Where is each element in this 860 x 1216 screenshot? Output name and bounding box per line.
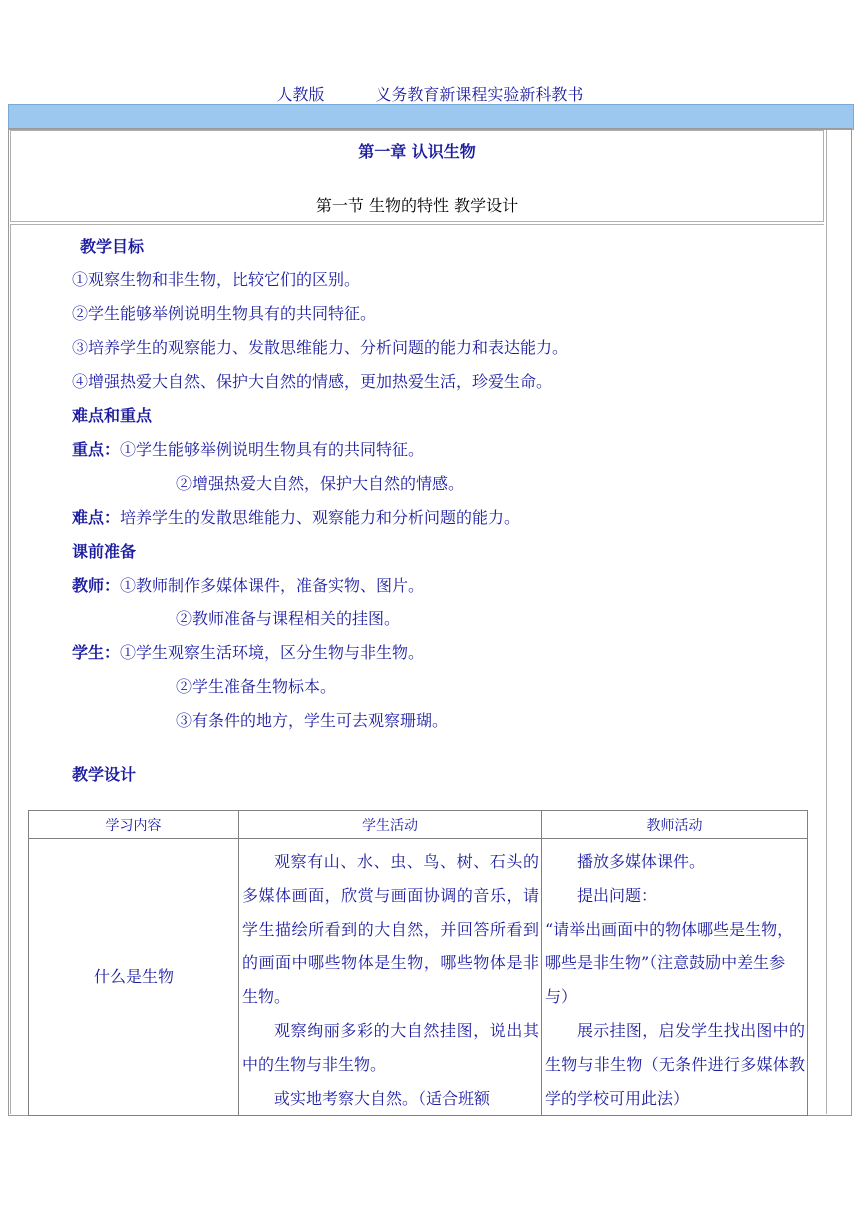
student-item: ②学生准备生物标本。 — [176, 677, 337, 696]
prep-heading: 课前准备 — [72, 542, 137, 561]
student-activity-paragraph: 或实地考察大自然。（适合班额 — [274, 1088, 491, 1108]
goal-item: ④增强热爱大自然、保护大自然的情感，更加热爱生活，珍爱生命。 — [72, 372, 553, 391]
teacher-label: 教师： — [72, 576, 121, 595]
key-label: 重点： — [72, 440, 121, 459]
teacher-activity-paragraph: 展示挂图，启发学生找出图中的生物与非生物（无条件进行多媒体教学的学校可用此法） — [545, 1020, 805, 1108]
frame-right-column — [826, 130, 851, 1114]
table-header-row — [29, 811, 808, 839]
teacher-prep-line — [72, 573, 424, 596]
design-heading: 教学设计 — [72, 765, 137, 784]
chapter-title: 第一章 认识生物 — [358, 142, 476, 161]
goal-item: ③培养学生的观察能力、发散思维能力、分析问题的能力和表达能力。 — [72, 338, 569, 357]
student-label: 学生： — [72, 643, 121, 662]
teacher-activity-paragraph: 提出问题： — [577, 885, 658, 905]
goal-item: ①观察生物和非生物，比较它们的区别。 — [72, 270, 361, 289]
teacher-item: ①教师制作多媒体课件，准备实物、图片。 — [120, 576, 425, 595]
key-point-line — [72, 437, 424, 460]
student-activity-paragraph: 观察绚丽多彩的大自然挂图，说出其中的生物与非生物。 — [242, 1020, 539, 1074]
student-activity-cell — [239, 839, 542, 1116]
student-item: ③有条件的地方，学生可去观察珊瑚。 — [176, 711, 449, 730]
keypoints-heading: 难点和重点 — [72, 406, 153, 425]
goal-item: ②学生能够举例说明生物具有的共同特征。 — [72, 304, 377, 323]
student-prep-line — [72, 640, 424, 663]
goals-heading: 教学目标 — [80, 237, 145, 256]
header-line — [0, 82, 860, 105]
section-title: 第一节 生物的特性 教学设计 — [315, 196, 519, 215]
key-item: ①学生能够举例说明生物具有的共同特征。 — [120, 440, 425, 459]
key-item: ②增强热爱大自然，保护大自然的情感。 — [176, 474, 465, 493]
difficulty-text: 培养学生的发散思维能力、观察能力和分析问题的能力。 — [120, 508, 521, 527]
column-header: 学习内容 — [29, 811, 239, 839]
header-band — [8, 104, 854, 130]
teacher-activity-paragraph: “请举出画面中的物体哪些是生物，哪些是非生物”（注意鼓励中差生参与） — [545, 919, 794, 1007]
design-table — [28, 810, 808, 1116]
teacher-item: ②教师准备与课程相关的挂图。 — [176, 609, 401, 628]
student-activity-paragraph: 观察有山、水、虫、鸟、树、石头的多媒体画面，欣赏与画面协调的音乐，请学生描绘所看到的大自然，并回答所看到的画面中哪些物体是生物，哪些物体是非生物。 — [242, 852, 539, 1007]
teacher-activity-cell — [542, 839, 808, 1116]
student-item: ①学生观察生活环境，区分生物与非生物。 — [120, 643, 425, 662]
difficulty-label: 难点： — [72, 508, 121, 527]
table-row — [29, 839, 808, 1116]
series-text: 义务教育新课程实验新科教书 — [375, 85, 584, 104]
column-header: 学生活动 — [239, 811, 542, 839]
difficulty-line — [72, 505, 520, 528]
publisher-text: 人教版 — [276, 85, 325, 104]
teacher-activity-paragraph: 播放多媒体课件。 — [577, 852, 706, 871]
topic-cell: 什么是生物 — [29, 839, 239, 1116]
column-header: 教师活动 — [542, 811, 808, 839]
